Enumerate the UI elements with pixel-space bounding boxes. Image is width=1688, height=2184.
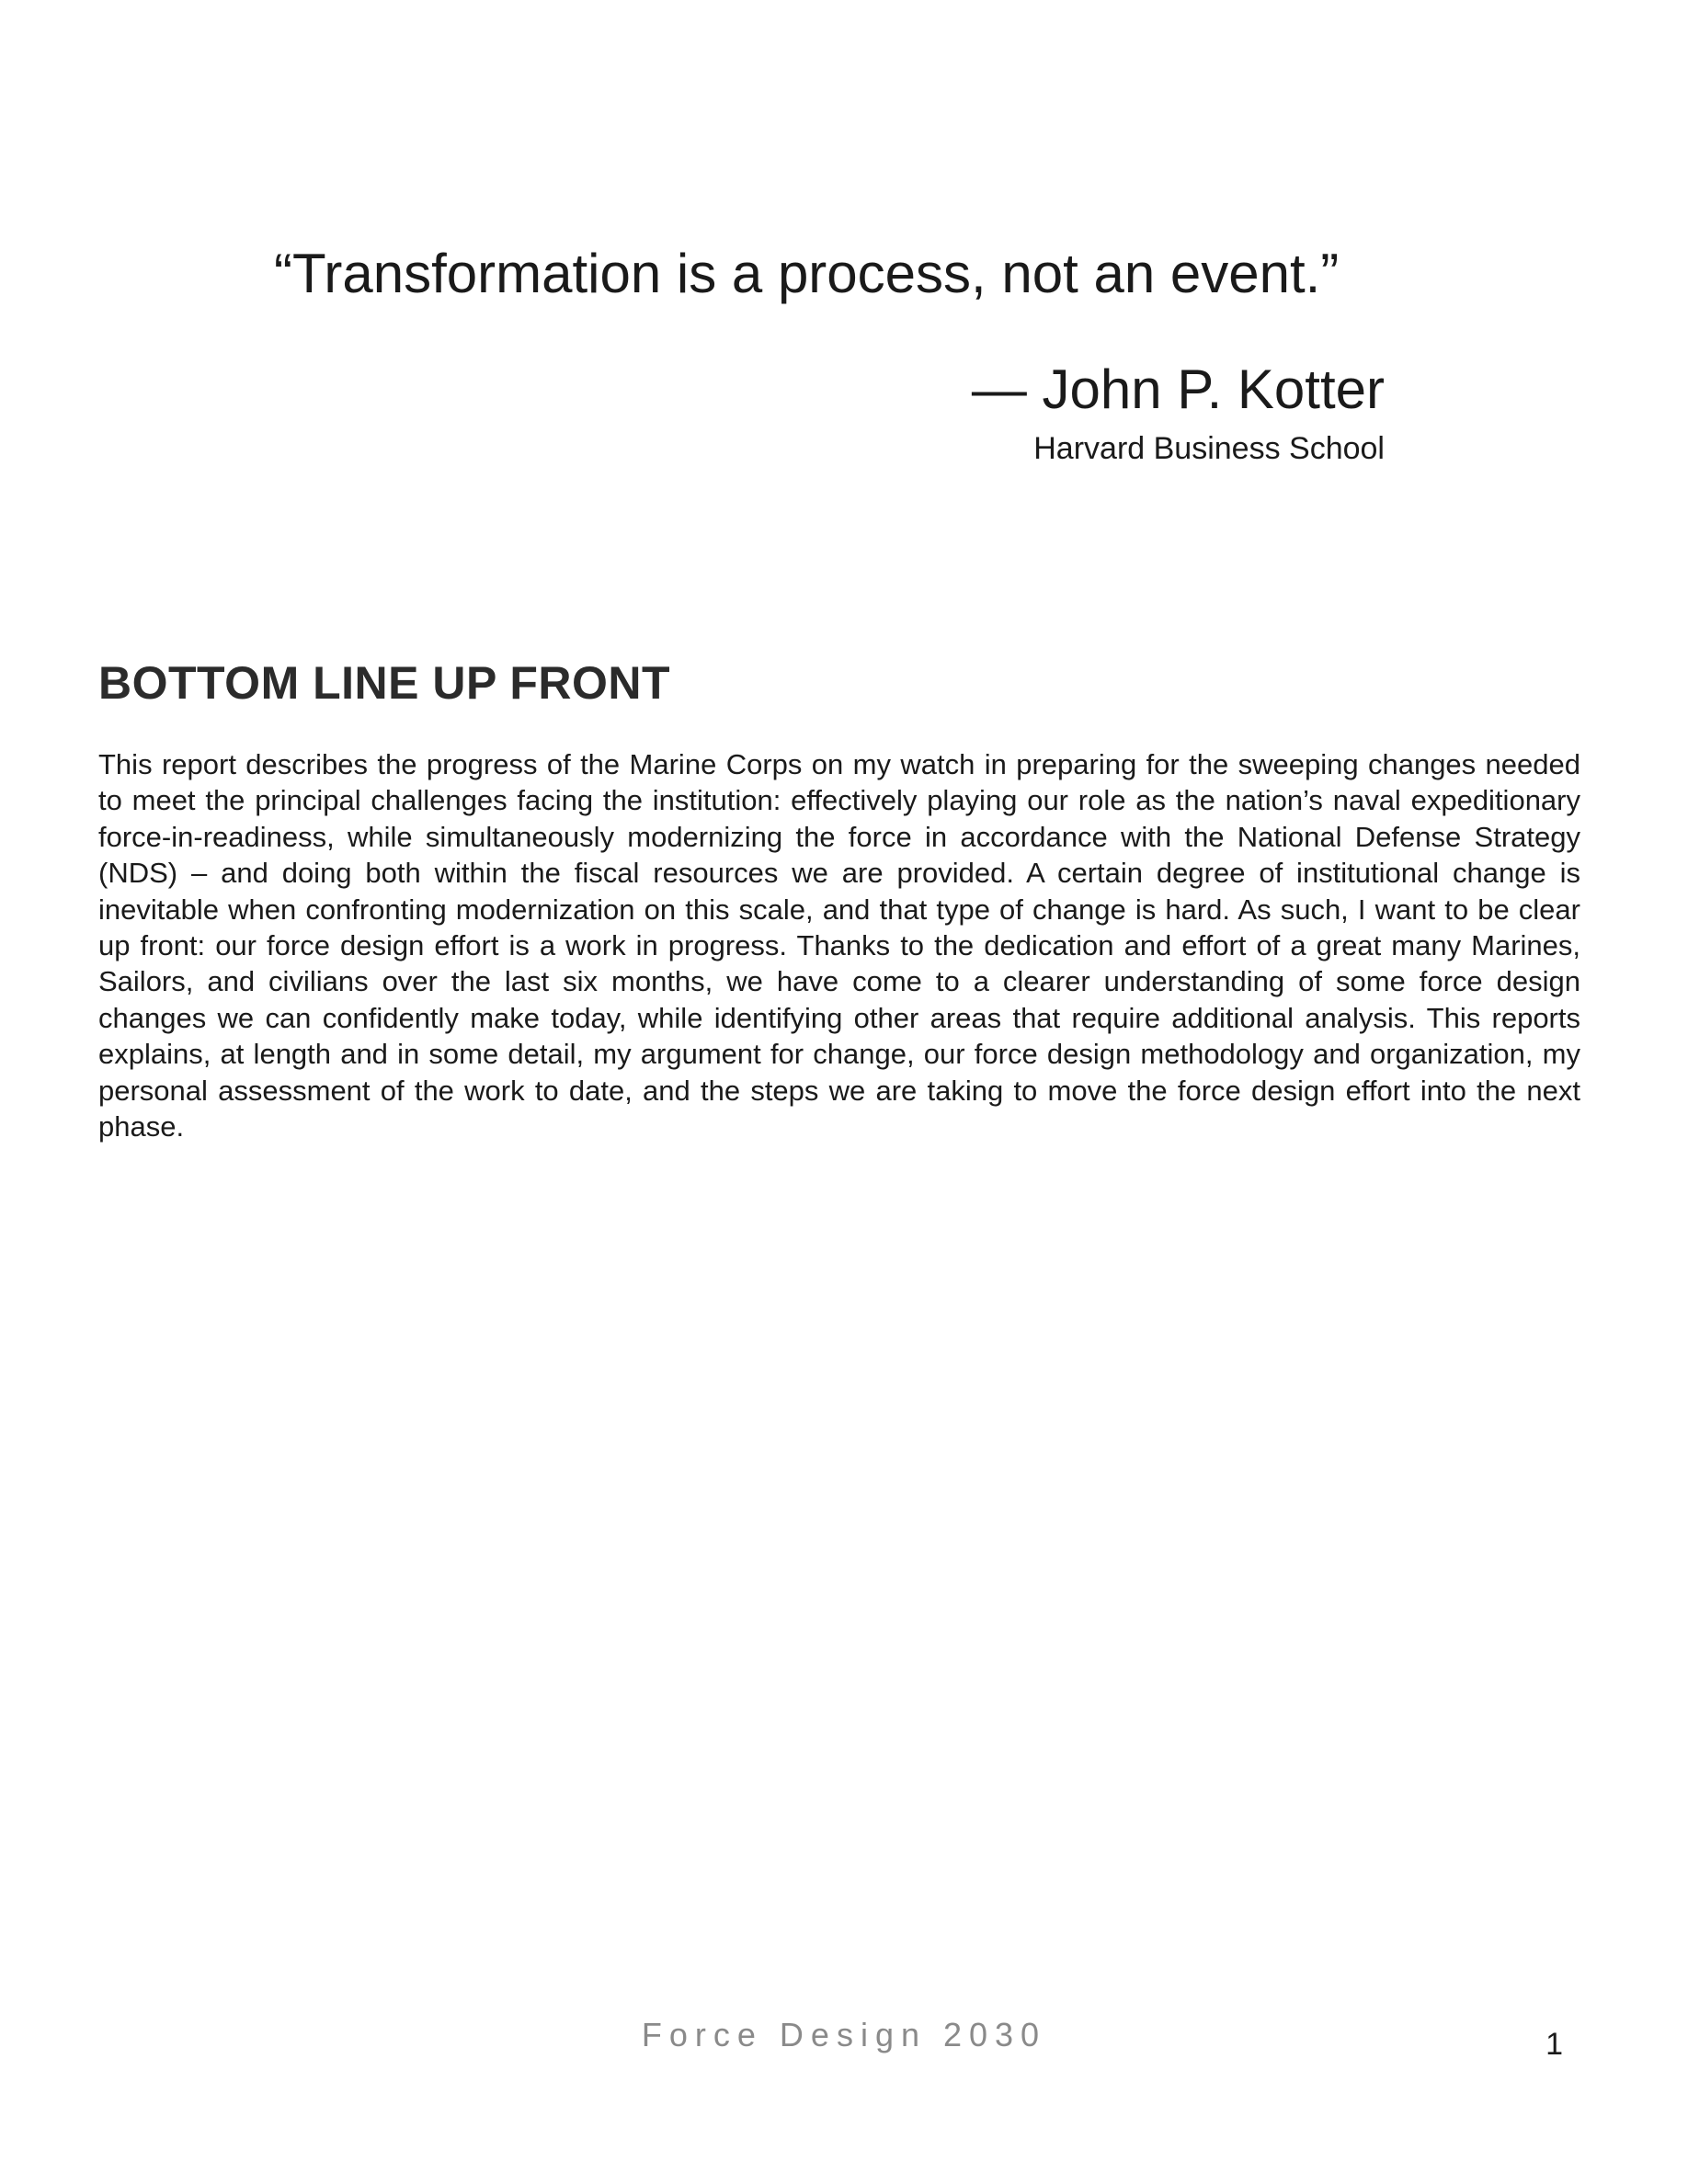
epigraph-author: — John P. Kotter (971, 358, 1385, 420)
section-heading: BOTTOM LINE UP FRONT (98, 657, 671, 709)
page-number: 1 (1545, 2027, 1563, 2062)
footer-title: Force Design 2030 (641, 2016, 1047, 2053)
epigraph-quote: “Transformation is a process, not an event.” (274, 243, 1340, 304)
epigraph-affiliation: Harvard Business School (1033, 431, 1385, 466)
bluf-section (98, 653, 1580, 1144)
section-body: This report describes the progress of the Marine Corps on my watch in preparing for the sweeping changes needed to meet the principal challenges facing the institution: effectively playing our role as the nation’s naval expeditionary force-in-readiness, while simultaneously modernizing the force in accordance with the National Defense Strategy (NDS) – and doing both within the fiscal resources we are provided. A certain degree of institutional change is inevitable when confronting modernization on this scale, and that type of change is hard. As such, I want to be clear up front: our force design effort is a work in progress. Thanks to the dedication and effort of a great many Marines, Sailors, and civilians over the last six months, we have come to a clearer understanding of some force design changes we can confidently make today, while identifying other areas that require additional analysis. This reports explains, at length and in some detail, my argument for change, our force design methodology and organization, my personal assessment of the work to date, and the steps we are taking to move the force design effort into the next phase. (98, 748, 1580, 1143)
